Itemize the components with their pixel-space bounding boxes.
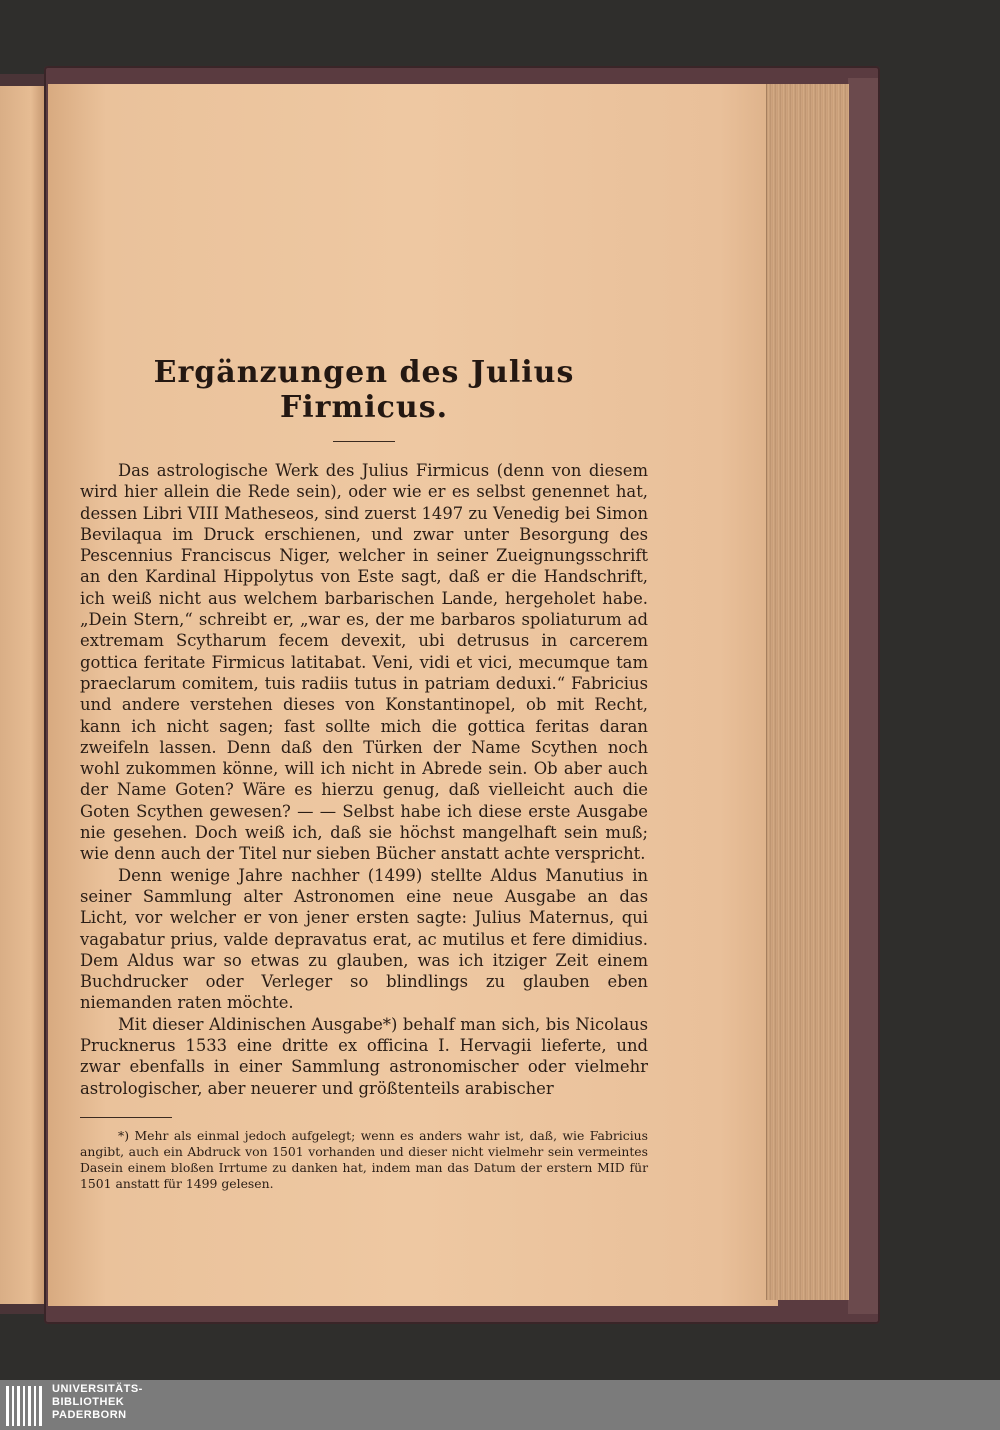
library-footer-bar [0, 1380, 1000, 1430]
paragraph-3: Mit dieser Aldinischen Ausgabe*) behalf man sich, bis Nicolaus Prucknerus 1533 eine dritte ex officina I. Hervagii lieferte, und zwar ebenfalls in einer Sammlung astronomischer oder vielmehr astrologischer, aber neuerer und größtenteils arabischer [80, 1014, 648, 1098]
page-text-block [80, 355, 648, 1192]
chapter-title: Ergänzungen des Julius Firmicus. [153, 355, 575, 425]
page-stack-edges [766, 84, 849, 1300]
paragraph-2: Denn wenige Jahre nachher (1499) stellte Aldus Manutius in seiner Sammlung alter Astronomen eine neue Ausgabe an das Licht, vor welcher er von jener ersten sagte: Julius Maternus, qui vagabatur prius, valde depravatus erat, ac mutilus et fere dimidius. Dem Aldus war so etwas zu glauben, was ich itziger Zeit einem Buchdrucker oder Verleger so blindlings zu glauben eben niemanden raten möchte. [80, 865, 648, 1013]
library-name-line-3: PADERBORN [52, 1409, 127, 1421]
paragraph-1: Das astrologische Werk des Julius Firmicus (denn von diesem wird hier allein die Rede sein), oder wie er es selbst genennet hat, dessen Libri VIII Matheseos, sind zuerst 1497 zu Venedig bei Simon Bevilaqua im Druck erschienen, und zwar unter Besorgung des Pescennius Franciscus Niger, welcher in seiner Zueignungsschrift an den Kardinal Hippolytus von Este sagt, daß er die Handschrift, ich weiß nicht aus welchem barbarischen Lande, hergeholet habe. „Dein Stern,“ schreibt er, „war es, der me barbaros spoliaturum ad extremam Scytharum fecem devexit, ubi detrusus in carcerem gottica feritate Firmicus latitabat. Veni, vidi et vici, mecumque tam praeclarum comitem, tuis radiis tutus in patriam deduxi.“ Fabricius und andere verstehen dieses von Konstantinopel, ob mit Recht, kann ich nicht sagen; fast sollte mich die gottica feritas daran zweifeln lassen. Denn daß den Türken der Name Scythen noch wohl zukommen könne, will ich nicht in Abrede sein. Ob aber auch der Name Goten? Wäre es hierzu genug, daß vielleicht auch die Goten Scythen gewesen? — — Selbst habe ich diese erste Ausgabe nie gesehen. Doch weiß ich, daß sie höchst mangelhaft sein muß; wie denn auch der Titel nur sieben Bücher anstatt achte verspricht. [80, 461, 648, 864]
title-divider [333, 441, 395, 442]
footnote-divider [80, 1117, 172, 1118]
library-name-line-2: BIBLIOTHEK [52, 1396, 125, 1408]
left-page-edge [0, 86, 47, 1304]
footnote: *) Mehr als einmal jedoch aufgelegt; wenn es anders wahr ist, daß, wie Fabricius angibt, auch ein Abdruck von 1501 vorhanden und dieser nicht vielmehr sein vermeintes Dasein einem bloßen Irrtume zu danken hat, indem man das Datum der erstern MID für 1501 anstatt für 1499 gelesen. [80, 1127, 648, 1191]
cover-spine-edge [848, 78, 878, 1314]
library-logo-icon [6, 1386, 42, 1426]
library-logo-text [52, 1383, 143, 1422]
library-name-line-1: UNIVERSITÄTS- [52, 1383, 143, 1395]
